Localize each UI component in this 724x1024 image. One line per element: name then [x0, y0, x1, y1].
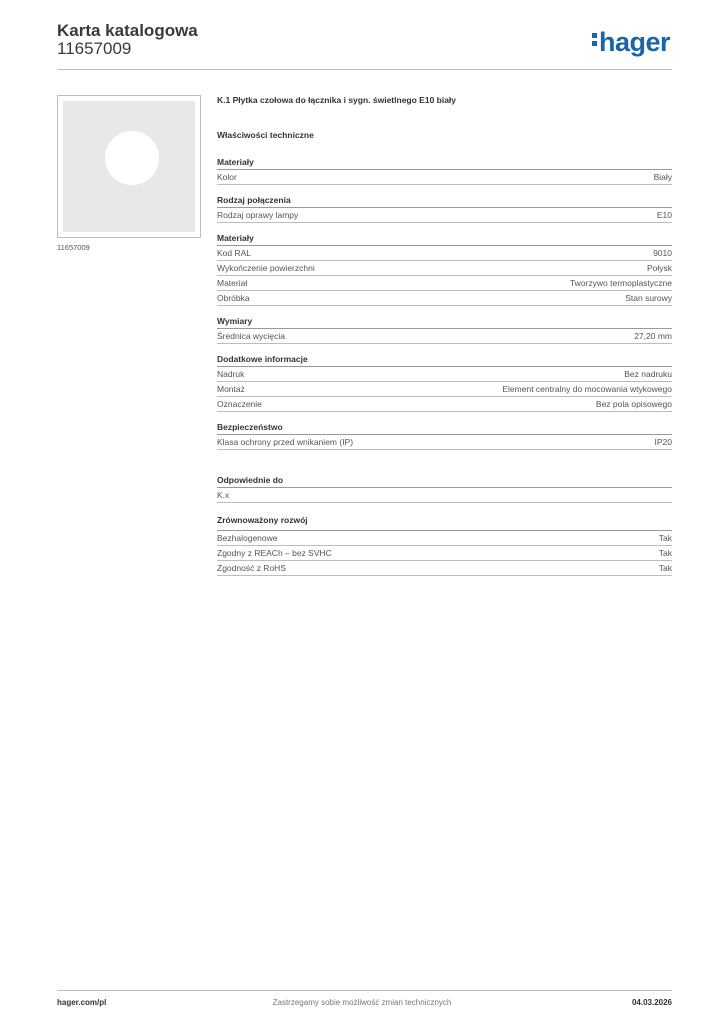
spec-row [217, 435, 672, 450]
spec-value: Element centralny do mocowania wtykowego [502, 384, 672, 394]
spec-heading: Właściwości techniczne [217, 130, 314, 140]
hager-logo [592, 27, 670, 58]
spec-value: Bez pola opisowego [595, 399, 672, 409]
spec-value: Tworzywo termoplastyczne [569, 278, 672, 288]
spec-row [217, 276, 672, 291]
spec-label: Kod RAL [217, 248, 252, 258]
spec-label: Obróbka [217, 293, 250, 303]
spec-row [217, 488, 672, 503]
logo-dots-icon [592, 33, 597, 49]
spec-value: Bez nadruku [624, 369, 672, 379]
spec-section [217, 514, 672, 576]
spec-label: Zgodny z REACh – bez SVHC [217, 548, 332, 558]
spec-label: Klasa ochrony przed wnikaniem (IP) [217, 437, 354, 447]
spec-value: IP20 [654, 437, 672, 447]
spec-row [217, 382, 672, 397]
spec-section-title: Bezpieczeństwo [217, 422, 283, 432]
spec-label: Kolor [217, 172, 237, 182]
product-code: 11657009 [57, 39, 132, 58]
spec-row [217, 170, 672, 185]
spec-section [217, 315, 672, 344]
product-title: K.1 Płytka czołowa do łącznika i sygn. świetlnego E10 biały [217, 95, 457, 105]
spec-section-title: Odpowiednie do [217, 475, 284, 485]
spec-value: E10 [656, 210, 672, 220]
spec-section [217, 353, 672, 412]
spec-label: Bezhalogenowe [217, 533, 278, 543]
spec-section-title: Dodatkowe informacje [217, 354, 308, 364]
spec-row [217, 291, 672, 306]
spec-label: Średnica wycięcia [217, 331, 286, 341]
spec-section-title: Materiały [217, 157, 254, 167]
footer-disclaimer: Zastrzegamy sobie możliwość zmian technicznych [272, 998, 452, 1007]
spec-section-title: Rodzaj połączenia [217, 195, 291, 205]
footer-website-link[interactable]: hager.com/pl [57, 998, 107, 1007]
spec-value: Tak [658, 563, 672, 573]
spec-row [217, 561, 672, 576]
spec-section-title: Wymiary [217, 316, 253, 326]
spec-row [217, 329, 672, 344]
spec-row [217, 208, 672, 223]
spec-section [217, 232, 672, 306]
logo-text: hager [599, 27, 671, 57]
spec-label: Oznaczenie [217, 399, 262, 409]
spec-section-title: Materiały [217, 233, 254, 243]
spec-section [217, 421, 672, 450]
spec-label: Zgodność z RoHS [217, 563, 286, 573]
spec-section [217, 474, 672, 503]
spec-row [217, 261, 672, 276]
spec-label: Rodzaj oprawy lampy [217, 210, 299, 220]
header-divider [57, 69, 672, 70]
spec-section [217, 194, 672, 223]
spec-label: Nadruk [217, 369, 245, 379]
spec-row [217, 246, 672, 261]
footer-date: 04.03.2026 [631, 998, 672, 1007]
spec-row [217, 546, 672, 561]
product-image-cutout [105, 131, 159, 185]
spec-label: Materiał [217, 278, 248, 288]
spec-label: Wykończenie powierzchni [217, 263, 315, 273]
product-image-caption: 11657009 [57, 243, 90, 252]
spec-row [217, 531, 672, 546]
spec-section-title: Zrównoważony rozwój [217, 515, 308, 525]
spec-row [217, 397, 672, 412]
spec-row [217, 367, 672, 382]
footer-divider [57, 990, 672, 991]
spec-value: Połysk [646, 263, 672, 273]
spec-value: Tak [658, 533, 672, 543]
spec-label: K.x [217, 490, 230, 500]
spec-value: Stan surowy [625, 293, 672, 303]
spec-value: 27,20 mm [634, 331, 672, 341]
spec-value: Tak [658, 548, 672, 558]
spec-section [217, 156, 672, 185]
spec-value: Biały [653, 172, 672, 182]
spec-value: 9010 [653, 248, 672, 258]
product-image [63, 101, 195, 232]
spec-label: Montaż [217, 384, 245, 394]
document-title: Karta katalogowa [57, 21, 198, 40]
product-image-frame [57, 95, 201, 238]
